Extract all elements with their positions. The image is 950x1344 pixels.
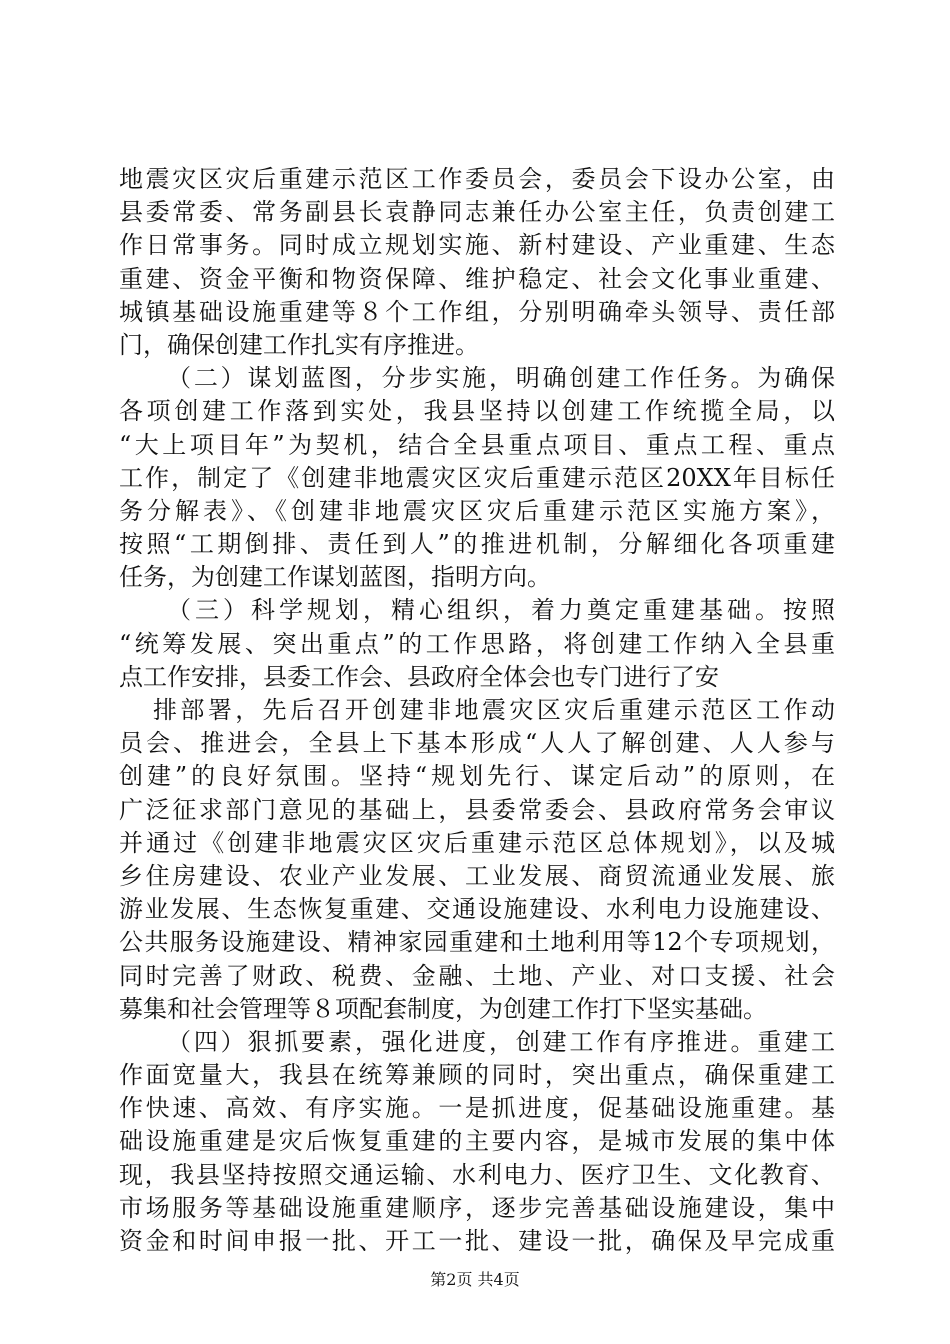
text-line: 现，我县坚持按照交通运输、水利电力、医疗卫生、文化教育、	[119, 1160, 835, 1189]
text-line: 募集和社会管理等８项配套制度，为创建工作打下坚实基础。	[119, 994, 767, 1023]
text-line: 资金和时间申报一批、开工一批、建设一批，确保及早完成重	[119, 1227, 835, 1255]
text-line: 乡住房建设、农业产业发展、工业发展、商贸流通业发展、旅	[119, 861, 835, 890]
text-line: 点工作安排，县委工作会、县政府全体会也专门进行了安	[119, 662, 719, 691]
text-line: 城镇基础设施重建等８个工作组，分别明确牵头领导、责任部	[119, 297, 835, 326]
page-footer: 第2页 共4页	[430, 1270, 520, 1289]
text-line: 并通过《创建非地震灾区灾后重建示范区总体规划》，以及城	[119, 828, 835, 857]
text-line: 任务，为创建工作谋划蓝图，指明方向。	[119, 563, 551, 592]
text-line: 地震灾区灾后重建示范区工作委员会，委员会下设办公室，由	[119, 165, 835, 193]
text-line: 排部署，先后召开创建非地震灾区灾后重建示范区工作动	[153, 696, 835, 724]
text-line: 作面宽量大，我县在统筹兼顾的同时，突出重点，确保重建工	[119, 1061, 835, 1090]
text-line: （四）狠抓要素，强化进度，创建工作有序推进。重建工	[167, 1027, 835, 1056]
text-line: 员会、推进会，全县上下基本形成“人人了解创建、人人参与	[119, 729, 835, 758]
text-line: 同时完善了财政、税费、金融、土地、产业、对口支援、社会	[119, 961, 835, 990]
text-line: 作快速、高效、有序实施。一是抓进度，促基础设施重建。基	[119, 1094, 835, 1123]
body-text	[119, 163, 835, 1258]
text-line: 创建”的良好氛围。坚持“规划先行、谋定后动”的原则，在	[119, 762, 835, 791]
text-line: “大上项目年”为契机，结合全县重点项目、重点工程、重点	[119, 430, 835, 459]
text-line: 市场服务等基础设施重建顺序，逐步完善基础设施建设，集中	[119, 1193, 835, 1222]
text-line: 重建、资金平衡和物资保障、维护稳定、社会文化事业重建、	[119, 264, 835, 293]
text-line: 作日常事务。同时成立规划实施、新村建设、产业重建、生态	[119, 231, 835, 260]
text-line: 门，确保创建工作扎实有序推进。	[119, 330, 479, 359]
text-line: 县委常委、常务副县长袁静同志兼任办公室主任，负责创建工	[119, 198, 835, 227]
text-line: “统筹发展、突出重点”的工作思路，将创建工作纳入全县重	[119, 629, 835, 658]
text-line: 广泛征求部门意见的基础上，县委常委会、县政府常务会审议	[119, 795, 835, 824]
text-line: 各项创建工作落到实处，我县坚持以创建工作统揽全局，以	[119, 397, 835, 426]
text-line: 务分解表》、《创建非地震灾区灾后重建示范区实施方案》，	[119, 496, 835, 525]
text-line: 游业发展、生态恢复重建、交通设施建设、水利电力设施建设、	[119, 895, 835, 924]
text-line: （二）谋划蓝图，分步实施，明确创建工作任务。为确保	[167, 364, 835, 393]
text-line: （三）科学规划，精心组织，着力奠定重建基础。按照	[167, 596, 835, 625]
text-line: 础设施重建是灾后恢复重建的主要内容，是城市发展的集中体	[119, 1127, 835, 1156]
text-line: 工作，制定了《创建非地震灾区灾后重建示范区20XX年目标任	[119, 463, 835, 492]
text-line: 公共服务设施建设、精神家园重建和土地利用等12个专项规划，	[119, 928, 835, 957]
text-line: 按照“工期倒排、责任到人”的推进机制，分解细化各项重建	[119, 530, 835, 559]
